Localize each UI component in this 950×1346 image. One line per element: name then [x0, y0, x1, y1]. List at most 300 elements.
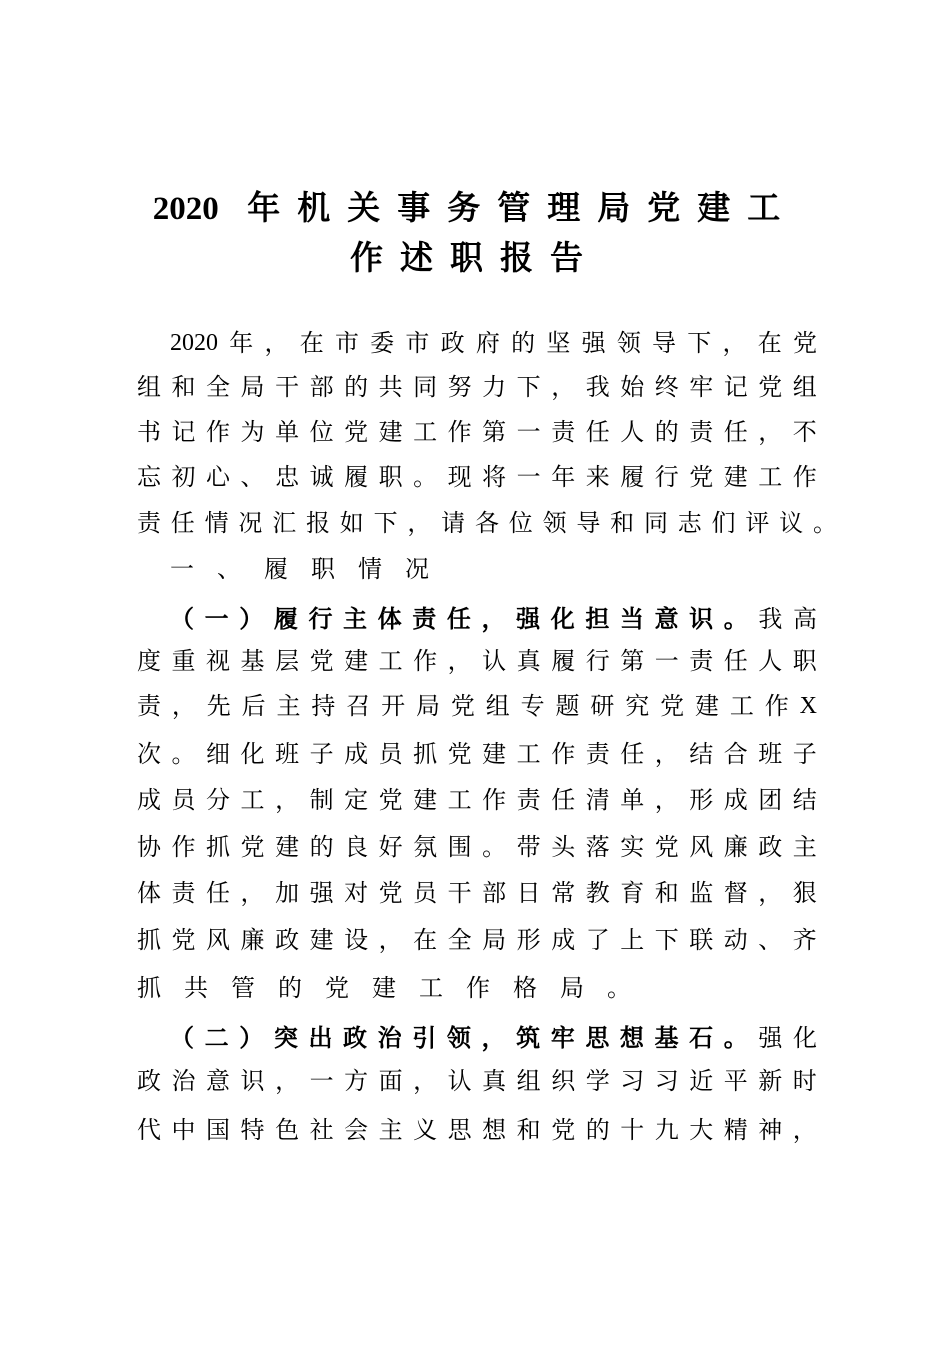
- glyph: 同: [413, 373, 438, 401]
- glyph: ，: [378, 926, 403, 954]
- glyph: 局: [482, 926, 507, 954]
- glyph: 持: [311, 692, 336, 720]
- glyph: 建: [482, 740, 507, 768]
- glyph: 的: [654, 418, 679, 446]
- glyph: ，: [792, 1116, 817, 1144]
- glyph: 班: [275, 740, 300, 768]
- glyph: 方: [344, 1067, 369, 1095]
- glyph: 干: [447, 879, 472, 907]
- glyph: 。: [482, 833, 507, 861]
- glyph: 研: [590, 692, 615, 720]
- glyph: 社: [309, 1116, 334, 1144]
- glyph: 专: [520, 692, 545, 720]
- glyph: ，: [758, 879, 783, 907]
- glyph: 治: [171, 1067, 196, 1095]
- glyph: 在: [299, 329, 324, 357]
- glyph: 想: [482, 1116, 507, 1144]
- glyph: 大: [689, 1116, 714, 1144]
- glyph: ，: [413, 1067, 438, 1095]
- bold-glyph: ，: [481, 1023, 506, 1052]
- glyph: 我: [758, 605, 783, 633]
- glyph: 部: [309, 373, 334, 401]
- glyph: 组: [485, 692, 510, 720]
- glyph: 先: [206, 692, 231, 720]
- glyph: 建: [309, 926, 334, 954]
- glyph: ，: [407, 509, 432, 537]
- paragraph-line: [137, 505, 837, 541]
- glyph: 设: [344, 926, 369, 954]
- glyph: 任: [206, 879, 231, 907]
- glyph: 人: [620, 418, 645, 446]
- glyph: 成: [137, 786, 161, 814]
- glyph: 义: [413, 1116, 438, 1144]
- paragraph-line: [137, 875, 817, 911]
- glyph: 的: [511, 329, 536, 357]
- glyph: 终: [654, 373, 679, 401]
- glyph: 始: [620, 373, 645, 401]
- glyph: 真: [516, 647, 541, 675]
- glyph: ，: [551, 373, 576, 401]
- glyph: 局: [416, 692, 440, 720]
- glyph: 建: [723, 463, 748, 491]
- glyph: 任: [585, 418, 610, 446]
- glyph: 狠: [792, 879, 817, 907]
- glyph: 情: [358, 555, 382, 583]
- glyph: 况: [238, 509, 263, 537]
- glyph: 府: [475, 329, 500, 357]
- paragraph-line: [137, 736, 817, 772]
- glyph: 和: [654, 879, 679, 907]
- glyph: 党: [240, 833, 265, 861]
- glyph: 教: [585, 879, 610, 907]
- glyph: 局: [560, 974, 584, 1002]
- glyph: 意: [206, 1067, 231, 1095]
- glyph: 度: [137, 647, 161, 675]
- glyph: 第: [482, 418, 507, 446]
- glyph: 主: [792, 833, 817, 861]
- glyph: 党: [447, 740, 472, 768]
- glyph: 党: [171, 926, 196, 954]
- paragraph-line: [170, 325, 817, 361]
- glyph: 2020: [170, 330, 218, 356]
- glyph: 。: [812, 509, 837, 537]
- glyph: 书: [137, 418, 161, 446]
- glyph: 究: [625, 692, 650, 720]
- glyph: 情: [204, 509, 229, 537]
- glyph: 责: [689, 647, 714, 675]
- glyph: 组: [516, 1067, 541, 1095]
- glyph: 下: [516, 373, 541, 401]
- glyph: 好: [378, 833, 403, 861]
- glyph: 作: [792, 463, 817, 491]
- bold-glyph: ）: [239, 604, 264, 633]
- glyph: 下: [373, 509, 398, 537]
- glyph: 日: [516, 879, 541, 907]
- paragraph-line: [170, 601, 817, 637]
- glyph: 化: [792, 1024, 817, 1052]
- bold-glyph: 想: [619, 1023, 644, 1052]
- bold-glyph: 领: [446, 1023, 471, 1052]
- glyph: 工: [729, 692, 754, 720]
- bold-glyph: 出: [308, 1023, 333, 1052]
- glyph: 心: [206, 463, 231, 491]
- glyph: 我: [585, 373, 610, 401]
- glyph: 织: [551, 1067, 576, 1095]
- glyph: 党: [378, 879, 403, 907]
- bold-glyph: 引: [412, 1023, 437, 1052]
- glyph: 党: [660, 692, 685, 720]
- glyph: 高: [792, 605, 817, 633]
- glyph: 忘: [137, 463, 161, 491]
- glyph: 工: [447, 786, 472, 814]
- glyph: 制: [309, 786, 334, 814]
- glyph: 精: [723, 1116, 748, 1144]
- glyph: 行: [654, 463, 679, 491]
- glyph: 任: [620, 740, 645, 768]
- glyph: 和: [516, 1116, 541, 1144]
- glyph: 实: [620, 833, 645, 861]
- glyph: 下: [687, 329, 712, 357]
- glyph: 工: [419, 974, 443, 1002]
- glyph: 责: [585, 740, 610, 768]
- glyph: 协: [137, 833, 161, 861]
- bold-glyph: 识: [689, 604, 714, 633]
- glyph: 次: [137, 740, 161, 768]
- glyph: 动: [723, 926, 748, 954]
- glyph: 强: [758, 1024, 783, 1052]
- glyph: 履: [620, 463, 645, 491]
- glyph: 认: [447, 1067, 472, 1095]
- glyph: 为: [240, 418, 265, 446]
- glyph: 人: [758, 647, 783, 675]
- glyph: 化: [240, 740, 265, 768]
- glyph: 主: [276, 692, 301, 720]
- glyph: 上: [620, 926, 645, 954]
- bold-glyph: 主: [343, 604, 368, 633]
- glyph: 力: [482, 373, 507, 401]
- glyph: 工: [378, 647, 403, 675]
- glyph: 班: [758, 740, 783, 768]
- glyph: 一: [170, 555, 194, 583]
- paragraph-line: [137, 643, 817, 679]
- glyph: 政: [275, 926, 300, 954]
- glyph: 位: [309, 418, 334, 446]
- glyph: 市: [405, 329, 430, 357]
- glyph: 头: [551, 833, 576, 861]
- glyph: 任: [170, 509, 195, 537]
- paragraph-line: [170, 551, 817, 587]
- glyph: 局: [240, 373, 265, 401]
- glyph: 形: [516, 926, 541, 954]
- glyph: 落: [585, 833, 610, 861]
- bold-glyph: 强: [516, 604, 541, 633]
- glyph: 作: [413, 647, 438, 675]
- glyph: ，: [722, 329, 747, 357]
- glyph: 国: [206, 1116, 231, 1144]
- glyph: 诚: [309, 463, 334, 491]
- bold-glyph: 。: [723, 604, 748, 633]
- glyph: 视: [206, 647, 231, 675]
- glyph: 强: [581, 329, 606, 357]
- glyph: 九: [654, 1116, 679, 1144]
- glyph: 的: [344, 373, 369, 401]
- glyph: 作: [206, 418, 231, 446]
- bold-glyph: 担: [585, 604, 610, 633]
- glyph: 建: [275, 833, 300, 861]
- glyph: 汇: [272, 509, 297, 537]
- glyph: 任: [551, 786, 576, 814]
- glyph: ，: [264, 329, 289, 357]
- glyph: 和: [171, 373, 196, 401]
- paragraph-line: [137, 414, 817, 450]
- bold-glyph: 二: [204, 1023, 229, 1052]
- glyph: 政: [758, 833, 783, 861]
- glyph: 成: [551, 926, 576, 954]
- glyph: 牢: [689, 373, 714, 401]
- glyph: 管: [231, 974, 255, 1002]
- glyph: ，: [654, 740, 679, 768]
- glyph: 。: [607, 974, 631, 1002]
- glyph: 现: [447, 463, 472, 491]
- document-title-line-1: [0, 182, 950, 229]
- glyph: 建: [372, 974, 396, 1002]
- glyph: 基: [240, 647, 265, 675]
- glyph: 子: [792, 740, 817, 768]
- glyph: 党: [689, 463, 714, 491]
- bold-glyph: 牢: [550, 1023, 575, 1052]
- glyph: 政: [440, 329, 465, 357]
- glyph: 一: [516, 463, 541, 491]
- glyph: 志: [677, 509, 702, 537]
- glyph: 抓: [206, 833, 231, 861]
- glyph: 来: [585, 463, 610, 491]
- glyph: 员: [171, 786, 196, 814]
- glyph: 党: [551, 1116, 576, 1144]
- glyph: 结: [792, 786, 817, 814]
- glyph: 全: [447, 926, 472, 954]
- glyph: 将: [482, 463, 507, 491]
- glyph: 强: [309, 879, 334, 907]
- glyph: ，: [275, 1067, 300, 1095]
- glyph: 同: [643, 509, 668, 537]
- glyph: 况: [405, 555, 429, 583]
- glyph: 子: [309, 740, 334, 768]
- glyph: 履: [551, 647, 576, 675]
- bold-glyph: 筑: [516, 1023, 541, 1052]
- glyph: 职: [378, 463, 403, 491]
- glyph: 工: [516, 740, 541, 768]
- glyph: 报: [305, 509, 330, 537]
- glyph: 风: [206, 926, 231, 954]
- glyph: 氛: [413, 833, 438, 861]
- bold-glyph: 化: [550, 604, 575, 633]
- glyph: 党: [344, 418, 369, 446]
- paragraph-line: [170, 1020, 817, 1056]
- glyph: 党: [450, 692, 475, 720]
- glyph: 面: [378, 1067, 403, 1095]
- paragraph-line: [137, 1112, 817, 1148]
- glyph: 履: [264, 555, 288, 583]
- glyph: 细: [206, 740, 231, 768]
- paragraph-line: [137, 922, 817, 958]
- glyph: 领: [542, 509, 567, 537]
- glyph: 共: [378, 373, 403, 401]
- bold-glyph: 一: [204, 604, 229, 633]
- glyph: 导: [576, 509, 601, 537]
- glyph: 近: [689, 1067, 714, 1095]
- glyph: 、: [758, 926, 783, 954]
- glyph: 单: [620, 786, 645, 814]
- glyph: 责: [137, 692, 161, 720]
- glyph: 特: [240, 1116, 265, 1144]
- glyph: 召: [346, 692, 371, 720]
- glyph: 请: [441, 509, 466, 537]
- glyph: 一: [309, 1067, 334, 1095]
- paragraph-line: [137, 829, 817, 865]
- glyph: 工: [413, 418, 438, 446]
- document-title-line-2: 作述职报告: [350, 238, 600, 277]
- glyph: X: [799, 693, 817, 719]
- glyph: 忠: [275, 463, 300, 491]
- glyph: 作: [447, 418, 472, 446]
- glyph: 全: [206, 373, 231, 401]
- title-text: 年机关事务管理局党建工: [247, 188, 798, 227]
- glyph: 合: [723, 740, 748, 768]
- glyph: 层: [275, 647, 300, 675]
- bold-glyph: 石: [689, 1023, 714, 1052]
- glyph: 部: [482, 879, 507, 907]
- glyph: 责: [689, 418, 714, 446]
- glyph: 党: [654, 833, 679, 861]
- glyph: 联: [689, 926, 714, 954]
- glyph: 识: [240, 1067, 265, 1095]
- glyph: ，: [654, 786, 679, 814]
- glyph: 组: [792, 373, 817, 401]
- glyph: 对: [344, 879, 369, 907]
- glyph: 干: [275, 373, 300, 401]
- glyph: 成: [344, 740, 369, 768]
- bold-glyph: 当: [619, 604, 644, 633]
- bold-glyph: （: [170, 1023, 194, 1052]
- glyph: 新: [758, 1067, 783, 1095]
- glyph: 作: [551, 740, 576, 768]
- glyph: 各: [474, 509, 499, 537]
- bold-glyph: 行: [308, 604, 333, 633]
- bold-glyph: 。: [723, 1023, 748, 1052]
- bold-glyph: 突: [273, 1023, 298, 1052]
- glyph: 。: [413, 463, 438, 491]
- glyph: 初: [171, 463, 196, 491]
- glyph: 责: [171, 879, 196, 907]
- bold-glyph: 政: [343, 1023, 368, 1052]
- glyph: 定: [344, 786, 369, 814]
- glyph: 在: [413, 926, 438, 954]
- glyph: 导: [652, 329, 677, 357]
- glyph: 重: [171, 647, 196, 675]
- glyph: 、: [240, 463, 265, 491]
- glyph: 行: [585, 647, 610, 675]
- bold-glyph: 基: [654, 1023, 679, 1052]
- glyph: 时: [792, 1067, 817, 1095]
- glyph: 责: [551, 418, 576, 446]
- glyph: 习: [654, 1067, 679, 1095]
- glyph: 后: [241, 692, 266, 720]
- paragraph-line: [137, 688, 817, 724]
- bold-glyph: 意: [654, 604, 679, 633]
- paragraph-line: [137, 369, 817, 405]
- glyph: 努: [447, 373, 472, 401]
- glyph: 如: [339, 509, 364, 537]
- glyph: ，: [171, 692, 196, 720]
- glyph: 作: [482, 786, 507, 814]
- glyph: 督: [723, 879, 748, 907]
- glyph: 单: [275, 418, 300, 446]
- glyph: 、: [217, 555, 241, 583]
- glyph: 组: [137, 373, 161, 401]
- paragraph-line: [137, 970, 817, 1006]
- glyph: 员: [378, 740, 403, 768]
- glyph: 监: [689, 879, 714, 907]
- glyph: 代: [137, 1116, 161, 1144]
- glyph: 履: [344, 463, 369, 491]
- bold-glyph: ，: [481, 604, 506, 633]
- glyph: 建: [378, 418, 403, 446]
- glyph: 党: [378, 786, 403, 814]
- glyph: 习: [620, 1067, 645, 1095]
- glyph: ，: [275, 786, 300, 814]
- glyph: 常: [551, 879, 576, 907]
- glyph: 神: [758, 1116, 783, 1144]
- bold-glyph: （: [170, 604, 194, 633]
- glyph: 建: [695, 692, 719, 720]
- glyph: 员: [413, 879, 438, 907]
- glyph: 作: [466, 974, 490, 1002]
- glyph: 评: [745, 509, 770, 537]
- bold-glyph: 体: [377, 604, 402, 633]
- glyph: 党: [792, 329, 817, 357]
- glyph: 。: [171, 740, 196, 768]
- glyph: 题: [555, 692, 580, 720]
- glyph: 主: [378, 1116, 403, 1144]
- glyph: 一: [654, 647, 679, 675]
- paragraph-line: [137, 459, 817, 495]
- glyph: 的: [585, 1116, 610, 1144]
- glyph: 体: [137, 879, 161, 907]
- glyph: 成: [723, 786, 748, 814]
- glyph: 党: [325, 974, 349, 1002]
- glyph: 认: [482, 647, 507, 675]
- glyph: 育: [620, 879, 645, 907]
- glyph: 们: [711, 509, 736, 537]
- glyph: 色: [275, 1116, 300, 1144]
- glyph: 工: [758, 463, 783, 491]
- glyph: 不: [792, 418, 817, 446]
- glyph: 抓: [137, 926, 161, 954]
- glyph: 了: [585, 926, 610, 954]
- glyph: 围: [447, 833, 472, 861]
- glyph: 中: [171, 1116, 196, 1144]
- glyph: 建: [413, 786, 438, 814]
- paragraph-line: [137, 1063, 817, 1099]
- glyph: 一: [516, 418, 541, 446]
- glyph: 作: [764, 692, 789, 720]
- glyph: 思: [447, 1116, 472, 1144]
- glyph: 作: [171, 833, 196, 861]
- glyph: 清: [585, 786, 610, 814]
- bold-glyph: 履: [273, 604, 298, 633]
- glyph: 学: [585, 1067, 610, 1095]
- paragraph-line: [137, 782, 817, 818]
